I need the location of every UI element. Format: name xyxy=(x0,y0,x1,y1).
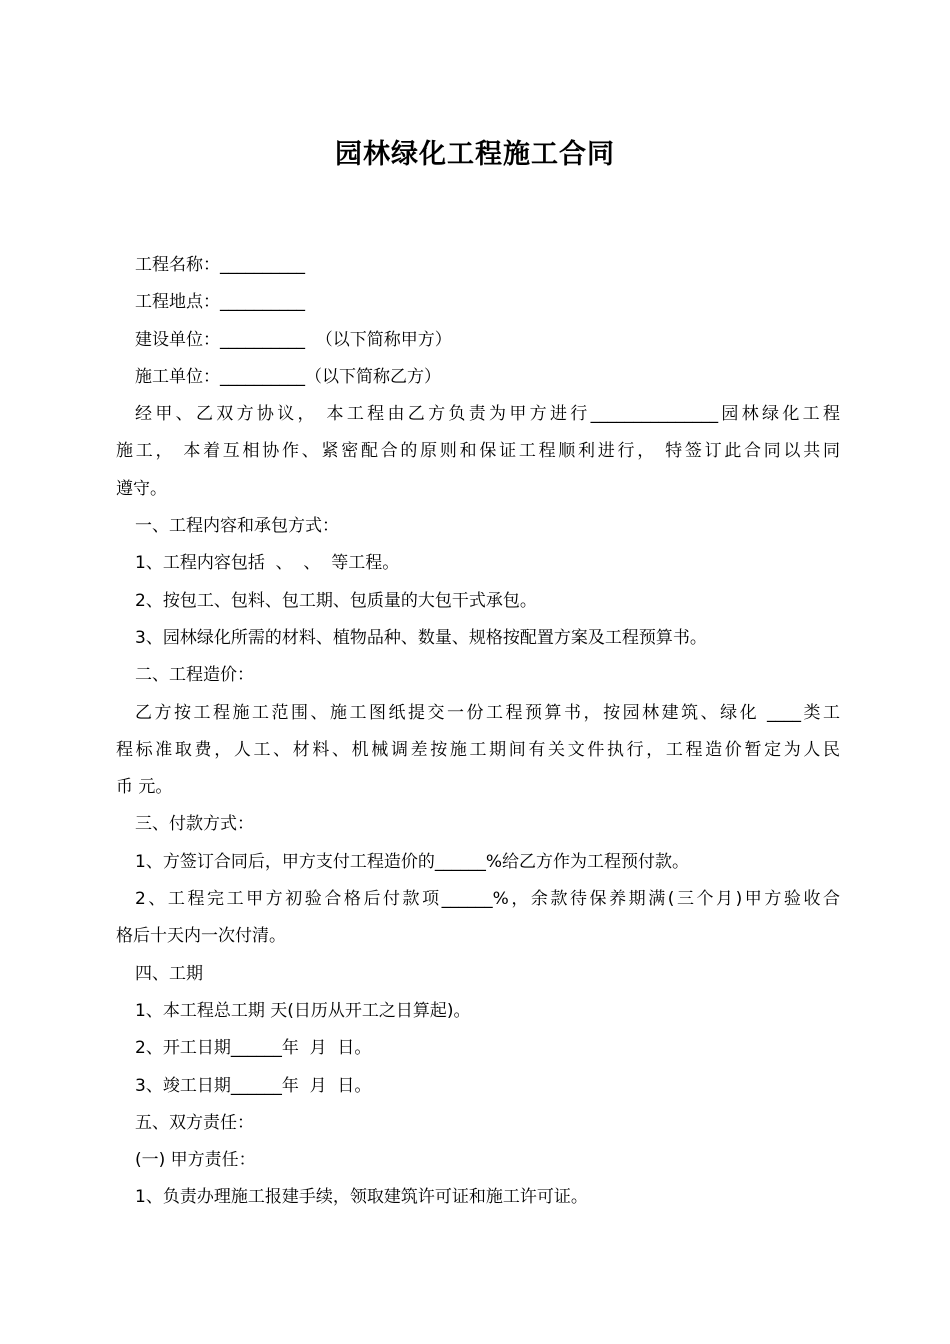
document-line: 2、按包工、包料、包工期、包质量的大包干式承包。 xyxy=(135,590,537,611)
document-line: 二、工程造价： xyxy=(135,665,254,686)
document-line: 遵守。 xyxy=(116,478,167,499)
document-line: 工程地点：__________ xyxy=(135,292,305,313)
document-line: 1、本工程总工期 天(日历从开工之日算起)。 xyxy=(135,1000,471,1021)
document-line: 五、双方责任： xyxy=(135,1112,254,1133)
document-line: 2、开工日期______年 月 日。 xyxy=(135,1038,372,1059)
document-line: 币 元。 xyxy=(116,777,173,798)
document-line: 1、工程内容包括 、 、 等工程。 xyxy=(135,553,400,574)
document-line: 3、园林绿化所需的材料、植物品种、数量、规格按配置方案及工程预算书。 xyxy=(135,627,707,648)
document-line: 四、工期 xyxy=(135,963,203,984)
document-line: 工程名称：__________ xyxy=(135,255,305,275)
document-line: 格后十天内一次付清。 xyxy=(116,926,286,947)
document-body xyxy=(116,247,840,1217)
document-title: 园林绿化工程施工合同 xyxy=(335,139,615,170)
document-line: 一、工程内容和承包方式： xyxy=(135,516,339,537)
document-line: 1、负责办理施工报建手续，领取建筑许可证和施工许可证。 xyxy=(135,1187,588,1208)
document-line: 程标准取费，人工、材料、机械调差按施工期间有关文件执行，工程造价暂定为人民 xyxy=(116,739,840,760)
document-line: (一) 甲方责任： xyxy=(135,1150,256,1171)
document-line: 2、工程完工甲方初验合格后付款项______%，余款待保养期满(三个月)甲方验收合 xyxy=(135,889,840,910)
document-line: 乙方按工程施工范围、施工图纸提交一份工程预算书，按园林建筑、绿化 ____类工 xyxy=(135,702,840,723)
document-line: 施工单位：__________（以下简称乙方） xyxy=(135,366,441,387)
document-line: 3、竣工日期______年 月 日。 xyxy=(135,1075,372,1096)
document-line: 建设单位：__________ （以下简称甲方） xyxy=(135,329,452,350)
document-line: 1、方签订合同后，甲方支付工程造价的______%给乙方作为工程预付款。 xyxy=(135,851,689,872)
document-line: 经甲、乙双方协议， 本工程由乙方负责为甲方进行_______________园林绿化工程 xyxy=(135,404,840,425)
document-line: 三、付款方式： xyxy=(135,814,254,835)
document-line: 施工， 本着互相协作、紧密配合的原则和保证工程顺利进行， 特签订此合同以共同 xyxy=(116,441,840,462)
